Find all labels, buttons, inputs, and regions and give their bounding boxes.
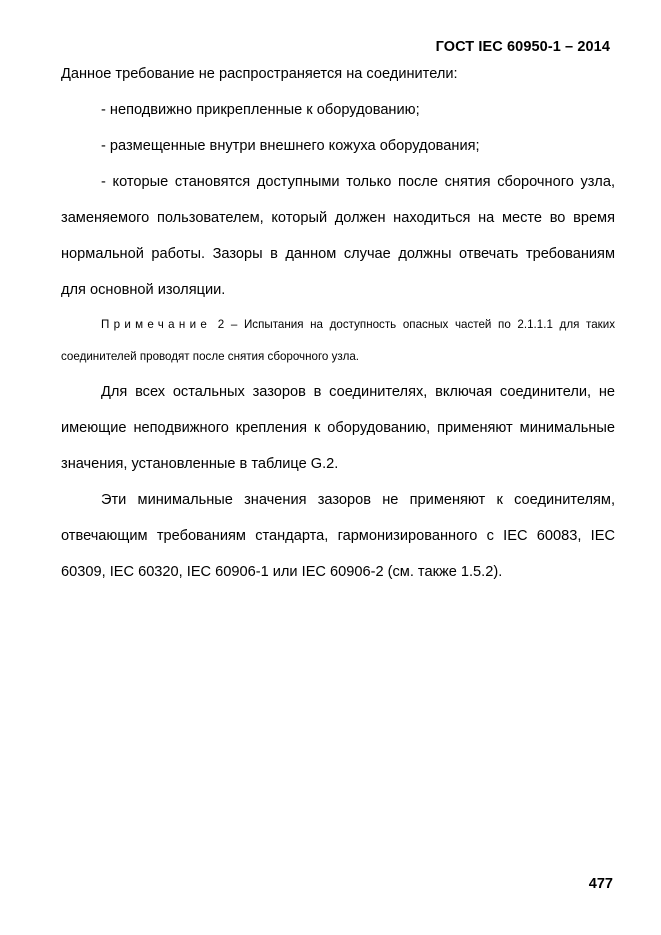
list-item: - которые становятся доступными только после снятия сборочного узла, заменяемого пользователем, который должен находиться на месте во время нормальной работы. Зазоры в данном случае должны отвечать требованиям для основной изоляции. [61,174,615,298]
note-label: Примечание [101,318,212,331]
body-paragraph: Для всех остальных зазоров в соединителях, включая соединители, не имеющие неподвижного крепления к оборудованию, применяют минимальные значения, установленные в таблице G.2. [61,384,615,472]
note-text: 2 – Испытания на доступность опасных частей по 2.1.1.1 для таких соединителей проводят после снятия сборочного узла. [61,318,615,363]
document-header: ГОСТ IEC 60950-1 – 2014 [435,39,610,55]
intro-paragraph: Данное требование не распространяется на соединители: [61,66,458,82]
page-number: 477 [588,876,613,892]
list-item: - неподвижно прикрепленные к оборудованию; [101,102,420,118]
note-paragraph [61,309,615,373]
body-paragraph: Эти минимальные значения зазоров не применяют к соединителям, отвечающим требованиям стандарта, гармонизированного с IEC 60083, IEC 60309, IEC 60320, IEC 60906-1 или IEC 60906-2 (см. также 1.5.2). [61,492,615,580]
document-body [61,56,615,590]
list-item: - размещенные внутри внешнего кожуха оборудования; [101,138,480,154]
